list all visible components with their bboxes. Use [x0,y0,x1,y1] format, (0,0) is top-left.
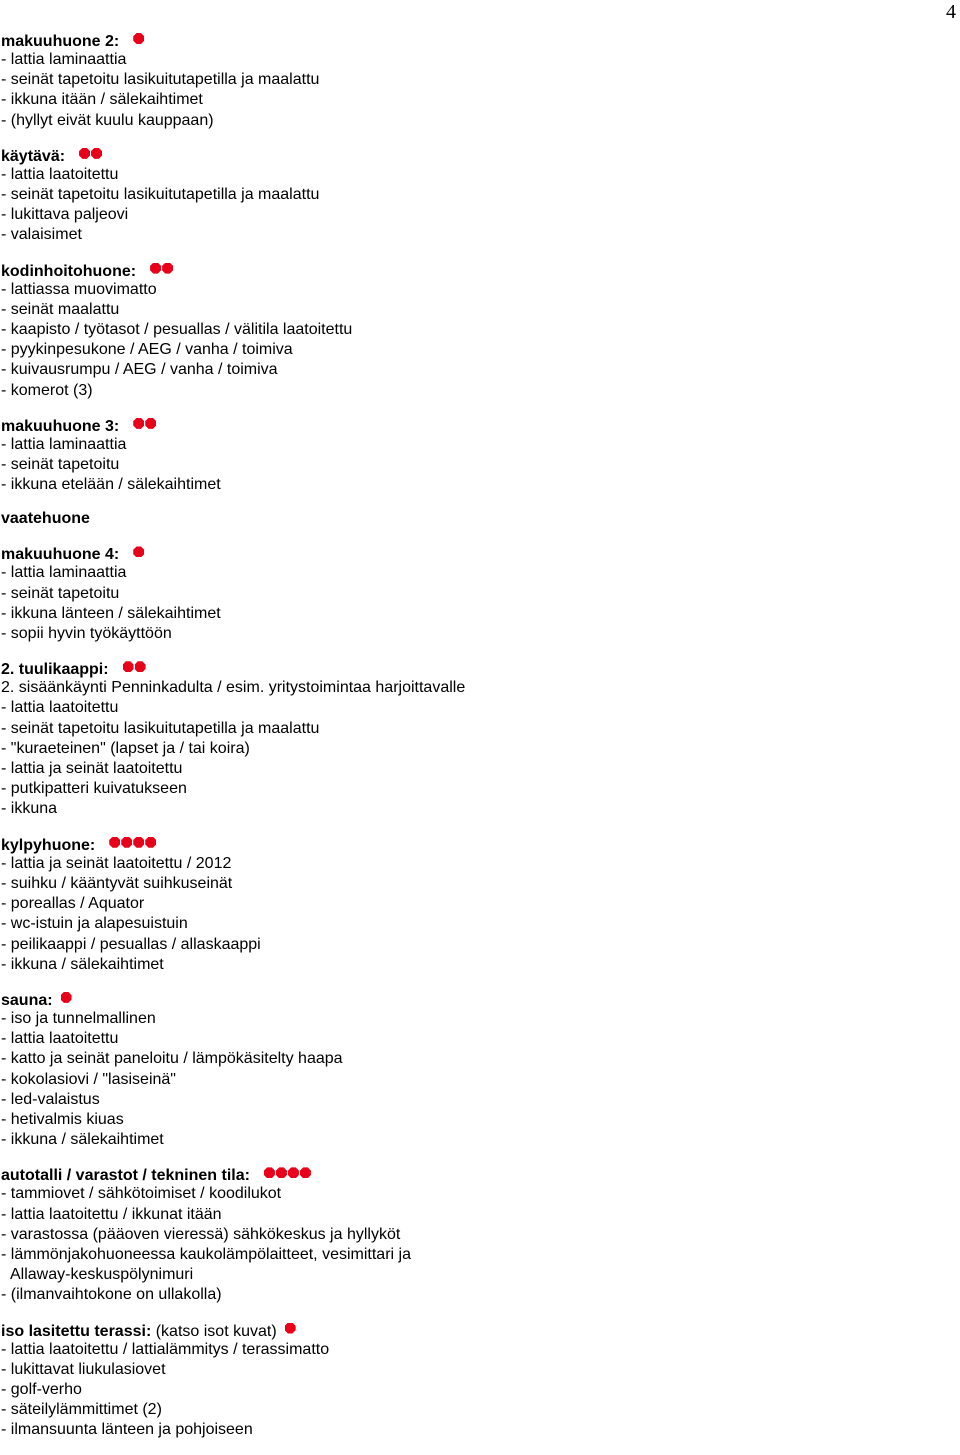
section-item: - lattia ja seinät laatoitettu / 2012 [1,854,232,872]
red-marker-icon [133,33,144,44]
section-item: - ikkuna etelään / sälekaihtimet [1,476,221,494]
red-marker-icon [109,837,120,848]
section-item: - peilikaappi / pesuallas / allaskaappi [1,935,261,953]
section-title: iso lasitettu terassi: [1,1322,152,1340]
section-item: - sopii hyvin työkäyttöön [1,625,172,643]
section-item: - ikkuna länteen / sälekaihtimet [1,604,221,622]
section-item: - kokolasiovi / "lasiseinä" [1,1070,176,1088]
section-heading [1,260,941,280]
section-item: - ilmansuunta länteen ja pohjoiseen [1,1421,253,1439]
red-marker-icon [150,263,161,274]
section-item: - pyykinpesukone / AEG / vanha / toimiva [1,341,293,359]
section-item: 2. sisäänkäynti Penninkadulta / esim. yritystoimintaa harjoittavalle [1,679,466,697]
section-item: - seinät tapetoitu lasikuitutapetilla ja maalattu [1,186,320,204]
section-item: - varastossa (pääoven vieressä) sähkökeskus ja hyllyköt [1,1225,401,1243]
section-item: - lukittava paljeovi [1,206,129,224]
section-item: - lukittavat liukulasiovet [1,1360,166,1378]
red-marker-icon [288,1167,299,1178]
room-section [1,989,941,1150]
section-item: - tammiovet / sähkötoimiset / koodilukot [1,1185,282,1203]
red-marker-icon [285,1323,296,1334]
section-item: - (ilmanvaihtokone on ullakolla) [1,1286,222,1304]
section-item: - katto ja seinät paneloitu / lämpökäsitelty haapa [1,1050,343,1068]
section-heading [1,543,941,563]
section-item: - lattiassa muovimatto [1,280,157,298]
section-item: - komerot (3) [1,381,93,399]
section-title: vaatehuone [1,510,90,528]
section-title: makuuhuone 2: [1,33,120,50]
room-section [1,30,941,131]
section-item: - säteilylämmittimet (2) [1,1401,162,1419]
section-item: - seinät tapetoitu [1,584,120,602]
section-item: - lattia laatoitettu [1,1030,119,1048]
red-marker-icon [135,661,146,672]
section-item: - kaapisto / työtasot / pesuallas / välitila laatoitettu [1,321,353,339]
section-item: Allaway-keskuspölynimuri [10,1266,194,1284]
section-title: makuuhuone 4: [1,546,120,564]
room-section [1,834,941,975]
red-marker-icon [145,418,156,429]
rating-markers [264,1164,312,1184]
section-heading [1,1320,941,1340]
room-section [1,1164,941,1305]
section-item: - lattia laatoitettu [1,165,119,183]
section-item: - kuivausrumpu / AEG / vanha / toimiva [1,361,278,379]
section-heading [1,509,941,529]
document-body [1,30,941,1455]
section-title: makuuhuone 3: [1,417,120,435]
rating-markers [133,543,145,563]
room-section [1,260,941,401]
red-marker-icon [145,837,156,848]
red-marker-icon [123,661,134,672]
room-section [1,1320,941,1441]
section-heading [1,989,941,1009]
rating-markers [79,145,103,165]
section-heading [1,145,941,165]
section-title: käytävä: [1,147,66,165]
section-item: - lattia laatoitettu [1,699,119,717]
red-marker-icon [264,1167,275,1178]
rating-markers [133,415,157,435]
section-item: - lattia laatoitettu / lattialämmitys / terassimatto [1,1340,330,1358]
red-marker-icon [61,992,72,1003]
red-marker-icon [133,546,144,557]
section-item: - seinät tapetoitu [1,456,120,474]
section-heading [1,30,941,50]
rating-markers [133,30,145,50]
rating-markers [285,1320,297,1340]
section-item: - golf-verho [1,1380,82,1398]
section-item: - ikkuna / sälekaihtimet [1,955,164,973]
section-item: - lattia laminaattia [1,51,127,68]
section-item: - lattia laminaattia [1,435,127,453]
page-number: 4 [946,1,956,23]
room-section [1,658,941,819]
section-item: - hetivalmis kiuas [1,1110,124,1128]
red-marker-icon [91,148,102,159]
section-item: - putkipatteri kuivatukseen [1,780,187,798]
room-section [1,145,941,246]
rating-markers [150,260,174,280]
section-item: - seinät maalattu [1,300,120,318]
section-item: - seinät tapetoitu lasikuitutapetilla ja maalattu [1,719,320,737]
red-marker-icon [79,148,90,159]
red-marker-icon [162,263,173,274]
section-title: sauna: [1,991,53,1009]
section-item: - "kuraeteinen" (lapset ja / tai koira) [1,739,250,757]
red-marker-icon [133,837,144,848]
section-item: - lattia ja seinät laatoitettu [1,760,183,778]
section-item: - lattia laminaattia [1,564,127,582]
room-section [1,543,941,644]
section-title: kodinhoitohuone: [1,262,137,280]
section-note: (katso isot kuvat) [151,1322,277,1340]
section-item: - wc-istuin ja alapesuistuin [1,915,188,933]
red-marker-icon [133,418,144,429]
red-marker-icon [300,1167,311,1178]
rating-markers [109,834,157,854]
rating-markers [123,658,147,678]
section-item: - ikkuna / sälekaihtimet [1,1131,164,1149]
room-section [1,509,941,529]
section-item: - lattia laatoitettu / ikkunat itään [1,1205,222,1223]
section-title: 2. tuulikaappi: [1,661,109,679]
section-heading [1,658,941,678]
section-item: - iso ja tunnelmallinen [1,1009,156,1027]
section-title: autotalli / varastot / tekninen tila: [1,1167,250,1185]
section-item: - ikkuna [1,800,58,818]
section-item: - poreallas / Aquator [1,895,145,913]
section-item: - valaisimet [1,226,82,244]
section-item: - lämmönjakohuoneessa kaukolämpölaitteet, vesimittari ja [1,1245,411,1263]
section-heading [1,415,941,435]
rating-markers [61,989,73,1009]
section-item: - suihku / kääntyvät suihkuseinät [1,874,233,892]
room-section [1,415,941,496]
section-heading [1,1164,941,1184]
red-marker-icon [276,1167,287,1178]
section-heading [1,834,941,854]
section-title: kylpyhuone: [1,836,96,854]
section-item: - (hyllyt eivät kuulu kauppaan) [1,111,214,129]
red-marker-icon [121,837,132,848]
section-item: - ikkuna itään / sälekaihtimet [1,91,203,109]
section-item: - led-valaistus [1,1090,100,1108]
section-item: - seinät tapetoitu lasikuitutapetilla ja maalattu [1,71,320,89]
